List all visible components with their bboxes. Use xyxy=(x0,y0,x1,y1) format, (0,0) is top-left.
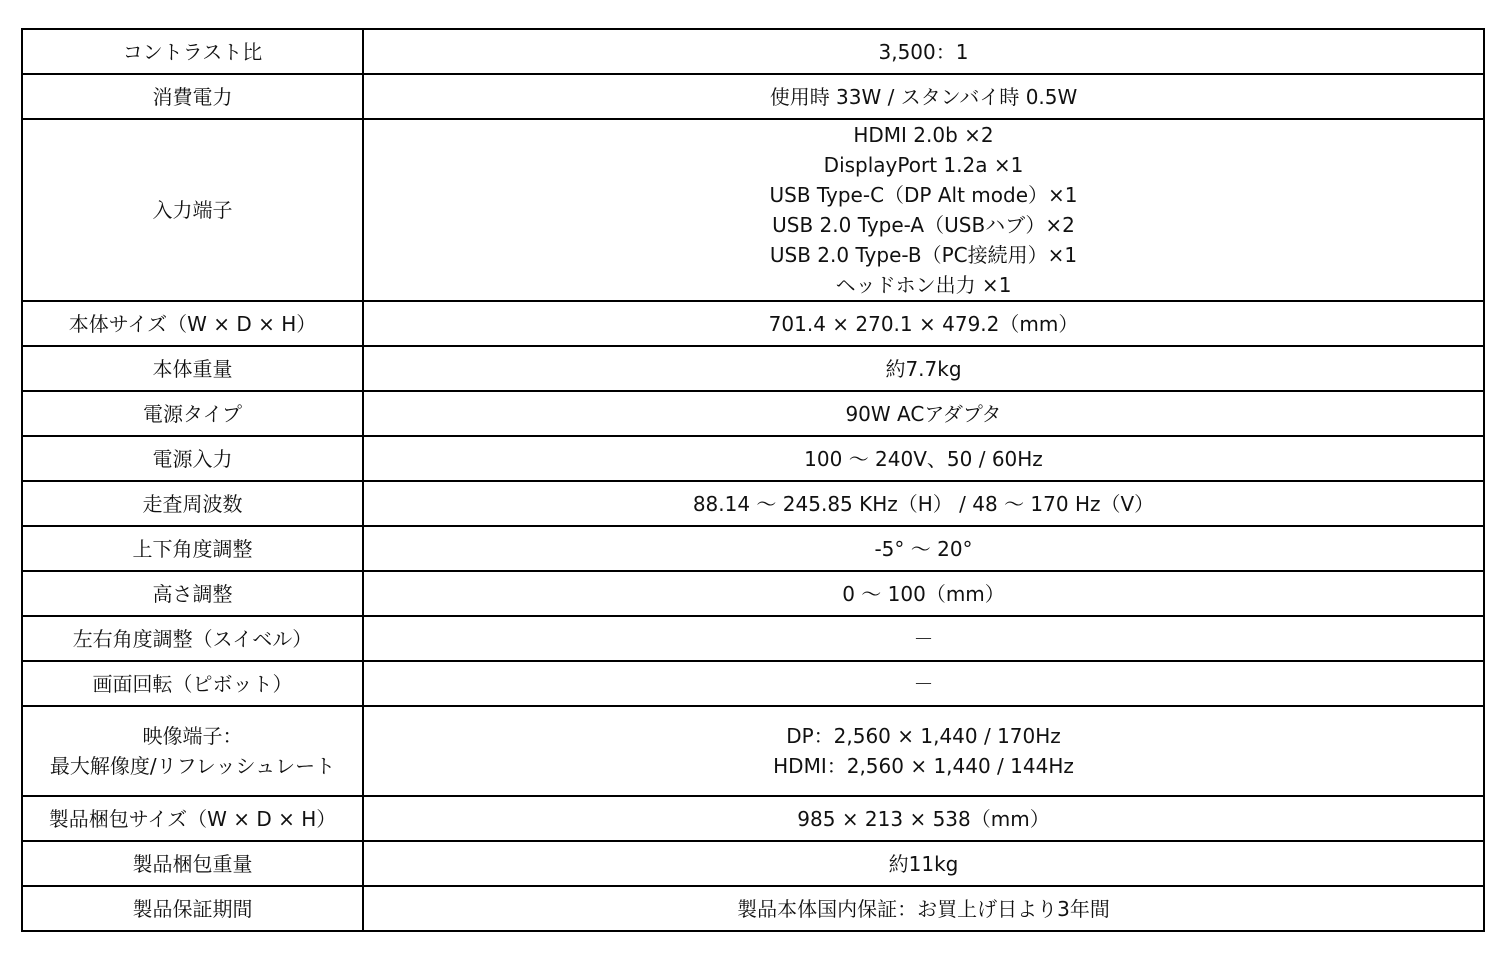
label-line: 走査周波数 xyxy=(142,491,243,516)
value-line: 製品本体国内保証：お買上げ日より3年間 xyxy=(737,896,1110,921)
value-line: DisplayPort 1.2a ×1 xyxy=(823,153,1024,177)
spec-row-power-consumption xyxy=(22,74,1484,119)
label-line: 高さ調整 xyxy=(152,581,233,606)
spec-row-height-adjust xyxy=(22,571,1484,616)
spec-label xyxy=(22,616,363,661)
spec-row-video-ports xyxy=(22,706,1484,796)
label-line: 本体サイズ（W × D × H） xyxy=(68,311,317,336)
label-line: 入力端子 xyxy=(152,198,233,222)
spec-value xyxy=(363,841,1484,886)
spec-value xyxy=(363,796,1484,841)
spec-label xyxy=(22,346,363,391)
label-line: 映像端子： xyxy=(142,724,243,748)
spec-row-package-weight xyxy=(22,841,1484,886)
label-line: 画面回転（ピボット） xyxy=(92,671,293,696)
spec-value xyxy=(363,346,1484,391)
spec-value xyxy=(363,526,1484,571)
value-line: DP：2,560 × 1,440 / 170Hz xyxy=(786,724,1061,748)
value-line: USB 2.0 Type-B（PC接続用）×1 xyxy=(769,243,1078,267)
label-line: 消費電力 xyxy=(152,84,233,109)
spec-value xyxy=(363,571,1484,616)
label-line: 電源入力 xyxy=(152,446,233,471)
value-line: USB 2.0 Type-A（USBハブ）×2 xyxy=(772,213,1075,237)
value-line: USB Type-C（DP Alt mode）×1 xyxy=(769,183,1078,207)
value-line: 100 ～ 240V、50 / 60Hz xyxy=(804,446,1043,471)
spec-row-tilt xyxy=(22,526,1484,571)
label-line: 電源タイプ xyxy=(143,401,242,426)
value-line: 約11kg xyxy=(888,851,959,876)
spec-table-body xyxy=(22,29,1484,931)
spec-label xyxy=(22,391,363,436)
spec-label xyxy=(22,436,363,481)
value-line: HDMI 2.0b ×2 xyxy=(853,123,994,147)
spec-label xyxy=(22,796,363,841)
spec-label xyxy=(22,661,363,706)
spec-value xyxy=(363,119,1484,301)
spec-label xyxy=(22,29,363,74)
value-line: 0 ～ 100（mm） xyxy=(842,581,1005,606)
value-line: 701.4 × 270.1 × 479.2（mm） xyxy=(768,311,1079,336)
spec-value xyxy=(363,436,1484,481)
value-line: － xyxy=(913,626,934,651)
spec-row-input-ports xyxy=(22,119,1484,301)
spec-label xyxy=(22,886,363,931)
spec-row-warranty xyxy=(22,886,1484,931)
spec-value xyxy=(363,481,1484,526)
spec-value xyxy=(363,391,1484,436)
spec-label xyxy=(22,301,363,346)
label-line: コントラスト比 xyxy=(122,39,263,64)
label-line: 左右角度調整（スイベル） xyxy=(72,626,313,651)
spec-row-power-input xyxy=(22,436,1484,481)
spec-label xyxy=(22,481,363,526)
spec-value xyxy=(363,616,1484,661)
value-line: 3,500：1 xyxy=(878,39,969,64)
spec-label xyxy=(22,571,363,616)
label-line: 本体重量 xyxy=(152,356,233,381)
label-line: 製品梱包重量 xyxy=(132,851,253,876)
spec-value xyxy=(363,74,1484,119)
spec-value xyxy=(363,301,1484,346)
value-line: 約7.7kg xyxy=(885,356,962,381)
spec-row-body-size xyxy=(22,301,1484,346)
value-line: -5° ～ 20° xyxy=(874,536,973,561)
spec-row-pivot xyxy=(22,661,1484,706)
spec-row-scan-frequency xyxy=(22,481,1484,526)
spec-row-power-type xyxy=(22,391,1484,436)
spec-value xyxy=(363,661,1484,706)
label-line: 最大解像度/リフレッシュレート xyxy=(49,754,336,778)
spec-row-body-weight xyxy=(22,346,1484,391)
value-line: ヘッドホン出力 ×1 xyxy=(835,273,1012,297)
spec-label xyxy=(22,706,363,796)
value-line: HDMI：2,560 × 1,440 / 144Hz xyxy=(773,754,1074,778)
spec-value xyxy=(363,29,1484,74)
spec-row-swivel xyxy=(22,616,1484,661)
label-line: 製品梱包サイズ（W × D × H） xyxy=(48,806,337,831)
label-line: 上下角度調整 xyxy=(132,536,253,561)
value-line: 88.14 ～ 245.85 KHz（H） / 48 ～ 170 Hz（V） xyxy=(692,491,1155,516)
spec-value xyxy=(363,886,1484,931)
spec-label xyxy=(22,119,363,301)
value-line: － xyxy=(913,671,934,696)
value-line: 使用時 33W / スタンバイ時 0.5W xyxy=(769,84,1078,109)
spec-label xyxy=(22,526,363,571)
spec-value xyxy=(363,706,1484,796)
spec-row-package-size xyxy=(22,796,1484,841)
value-line: 90W ACアダプタ xyxy=(845,401,1002,426)
value-line: 985 × 213 × 538（mm） xyxy=(797,806,1050,831)
spec-table xyxy=(21,28,1485,932)
spec-row-contrast xyxy=(22,29,1484,74)
label-line: 製品保証期間 xyxy=(132,896,253,921)
spec-label xyxy=(22,841,363,886)
spec-label xyxy=(22,74,363,119)
